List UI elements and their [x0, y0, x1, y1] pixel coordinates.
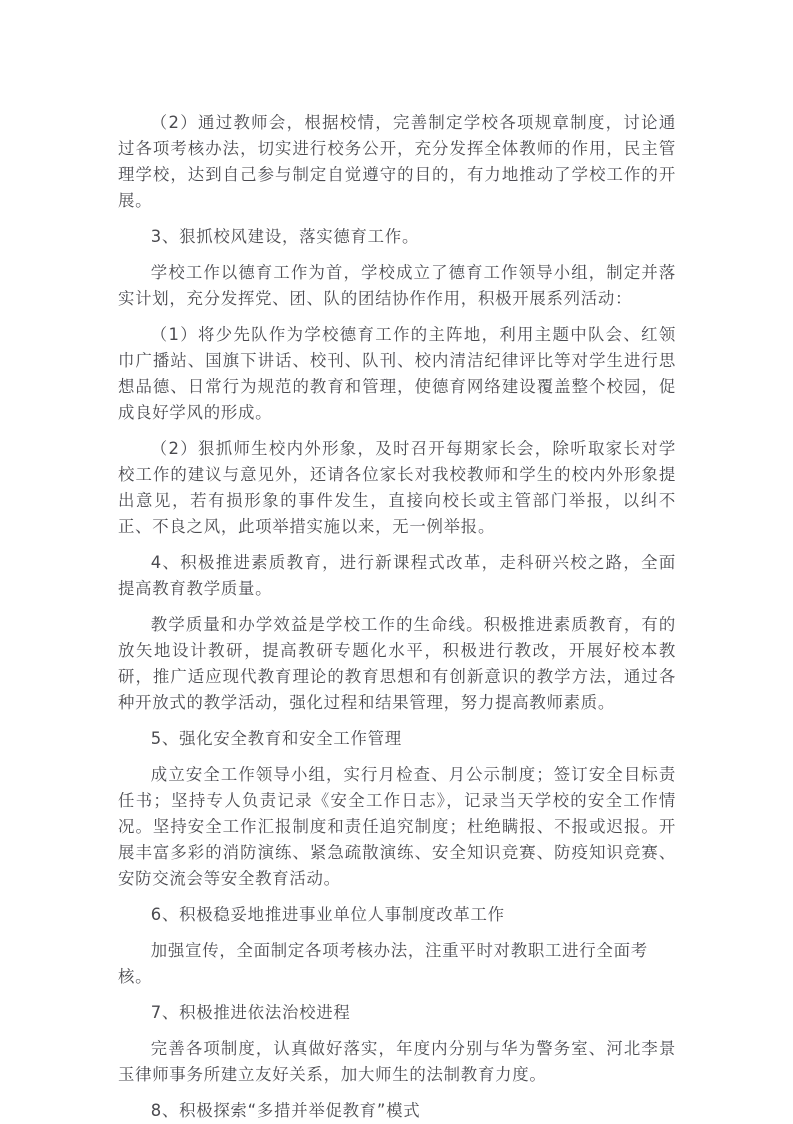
heading-item-7: 7、积极推进依法治校进程 [150, 1003, 351, 1022]
paragraph-item7-body: 完善各项制度，认真做好落实，年度内分别与华为警务室、河北李景玉律师事务所建立友好关系，加大师生的法制教育力度。 [118, 1039, 676, 1084]
heading-item-4: 4、积极推进素质教育，进行新课程式改革，走科研兴校之路，全面提高教育教学质量。 [118, 553, 676, 598]
heading-item-6: 6、积极稳妥地推进事业单位人事制度改革工作 [150, 905, 505, 924]
paragraph-item6-body: 加强宣传，全面制定各项考核办法，注重平时对教职工进行全面考核。 [118, 941, 648, 986]
heading-item-3: 3、狠抓校风建设，落实德育工作。 [150, 227, 420, 246]
paragraph-item3-sub1: （1）将少先队作为学校德育工作的主阵地，利用主题中队会、红领巾广播站、国旗下讲话、校刊、队刊、校内清洁纪律评比等对学生进行思想品德、日常行为规范的教育和管理，使德育网络建设覆盖整个校园，促成良好学风的形成。 [118, 325, 676, 422]
heading-item-8: 8、积极探索“多措并举促教育”模式 [150, 1101, 421, 1120]
document-text-column [118, 110, 676, 1124]
paragraph-item4-body: 教学质量和办学效益是学校工作的生命线。积极推进素质教育，有的放矢地设计教研，提高教研专题化水平，积极进行教改，开展好校本教研，推广适应现代教育理论的教育思想和有创新意识的教学方法，通过各种开放式的教学活动，强化过程和结果管理，努力提高教师素质。 [118, 615, 676, 712]
paragraph-item3-body: 学校工作以德育工作为首，学校成立了德育工作领导小组，制定并落实计划，充分发挥党、团、队的团结协作作用，积极开展系列活动： [118, 263, 676, 308]
heading-item-5: 5、强化安全教育和安全工作管理 [150, 729, 402, 748]
paragraph-item2-sub2: （2）通过教师会，根据校情，完善制定学校各项规章制度，讨论通过各项考核办法，切实进行校务公开，充分发挥全体教师的作用，民主管理学校，达到自己参与制定自觉遵守的目的，有力地推动了学校工作的开展。 [118, 113, 676, 210]
paragraph-item5-body: 成立安全工作领导小组，实行月检查、月公示制度；签订安全目标责任书；坚持专人负责记录《安全工作日志》，记录当天学校的安全工作情况。坚持安全工作汇报制度和责任追究制度；杜绝瞒报、不报或迟报。开展丰富多彩的消防演练、紧急疏散演练、安全知识竞赛、防疫知识竞赛、安防交流会等安全教育活动。 [118, 765, 676, 888]
paragraph-item3-sub2: （2）狠抓师生校内外形象，及时召开每期家长会，除听取家长对学校工作的建议与意见外，还请各位家长对我校教师和学生的校内外形象提出意见，若有损形象的事件发生，直接向校长或主管部门举报，以纠不正、不良之风，此项举措实施以来，无一例举报。 [118, 439, 676, 536]
